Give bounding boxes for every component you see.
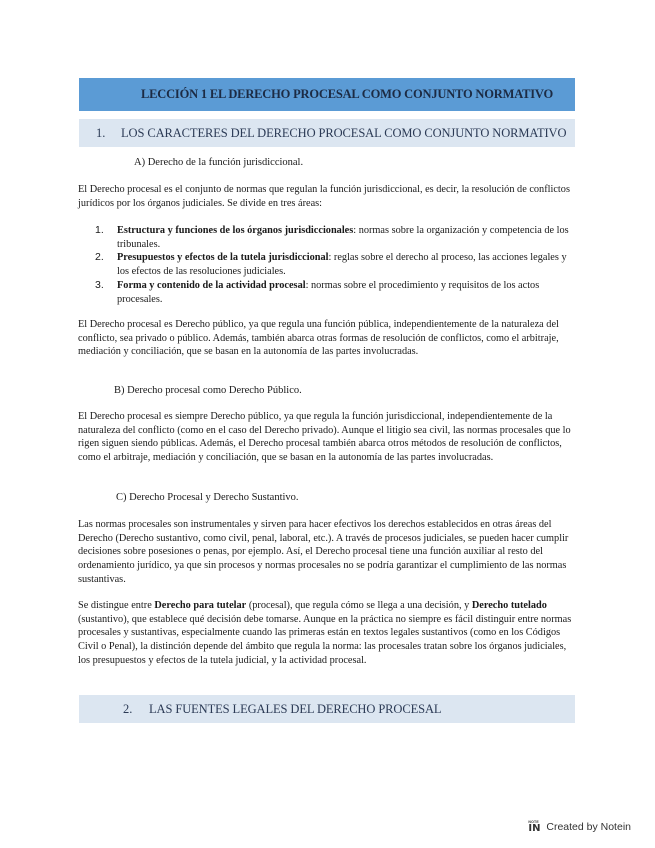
paragraph-1: El Derecho procesal es el conjunto de normas que regulan la función jurisdiccional, es decir, la resolución de conflictos jurídicos por los órganos judiciales. Se divide en tres áreas: [78,184,570,209]
list-item-number: 2. [95,251,104,264]
list-item-text: : normas sobre el procedimiento y requisitos de los actos procesales. [117,279,540,305]
p5-text-c: (procesal), que regula cómo se llega a una decisión, y [246,600,472,611]
subheading-b: B) Derecho procesal como Derecho Público. [114,385,302,396]
list-item [95,279,575,306]
subheading-c: C) Derecho Procesal y Derecho Sustantivo. [116,492,299,503]
areas-list [95,224,575,306]
section-1-header [79,119,575,147]
section-1-title: LOS CARACTERES DEL DERECHO PROCESAL COMO CONJUNTO NORMATIVO [121,125,567,140]
p5-text-d: (sustantivo), que establece qué decisión debe tomarse. Aunque en la práctica no siempre es fácil distinguir entre normas procesales y sustantivas, especialmente cuando las primeras están en textos legales sustantivos (como en los Códigos Civil o Penal), la distinción depende del ámbito que regula la norma: las procesales tratan sobre los órganos judiciales, los presupuestos y efectos de la tutela judicial, y la actividad procesal. [78,613,572,666]
paragraph-4: Las normas procesales son instrumentales y sirven para hacer efectivos los derechos establecidos en otras áreas del Derecho (Derecho sustantivo, como civil, penal, laboral, etc.). A través de procesos judiciales, se pueden hacer cumplir decisiones sobre posesiones o penas, por ejemplo. Así, el Derecho procesal tiene una función auxiliar al resto del ordenamiento jurídico, ya que sin procesos y normas procesales no se podría garantizar el cumplimiento de las normas sustantivas. [78,519,569,585]
list-item-bold: Presupuestos y efectos de la tutela jurisdiccional [117,252,329,264]
lesson-title: LECCIÓN 1 EL DERECHO PROCESAL COMO CONJUNTO NORMATIVO [141,87,553,101]
list-item-text: : reglas sobre el derecho al proceso, las acciones legales y los efectos de las resoluciones judiciales. [117,252,567,278]
paragraph-2: El Derecho procesal es Derecho público, ya que regula una función pública, independientemente de la naturaleza del conflicto, sea privado o público. Además, también abarca otras formas de resolución de conflictos, como el arbitraje, mediación y conciliación, que se basan en la autonomía de las partes involucradas. [78,319,559,358]
p5-bold-2: Derecho tutelado [471,600,547,611]
list-item-bold: Estructura y funciones de los órganos jurisdiccionales [117,225,354,236]
notein-logo-icon: NOTE IN [528,820,541,834]
list-item [95,224,575,251]
list-item [95,251,575,278]
list-item-number: 3. [95,278,104,291]
section-2-title: LAS FUENTES LEGALES DEL DERECHO PROCESAL [149,701,442,716]
list-item-bold: Forma y contenido de la actividad procesal [117,279,306,291]
lesson-title-banner [79,78,575,111]
p5-text-a: Se distingue entre [78,600,155,611]
notein-footer [528,820,631,834]
list-item-number: 1. [95,224,104,236]
list-item-text: : normas sobre la organización y competencia de los tribunales. [117,225,569,250]
paragraph-5 [78,599,575,668]
section-1-number: 1. [96,125,106,140]
subheading-a: A) Derecho de la función jurisdiccional. [134,157,304,168]
section-2-header [79,695,575,723]
p5-bold-1: Derecho para tutelar [154,600,247,611]
footer-text: Created by Notein [546,821,631,833]
paragraph-3: El Derecho procesal es siempre Derecho público, ya que regula la función jurisdiccional, independientemente de la naturaleza del conflicto (como en el caso del Derecho privado). Aunque el litigio sea civil, las normas procesales que lo rigen siguen siendo públicas. Además, el Derecho procesal también abarca otros métodos de resolución de conflictos, como el arbitraje, mediación y conciliación, que se basan en la autonomía de las partes involucradas. [78,411,571,464]
section-2-number: 2. [123,701,133,716]
